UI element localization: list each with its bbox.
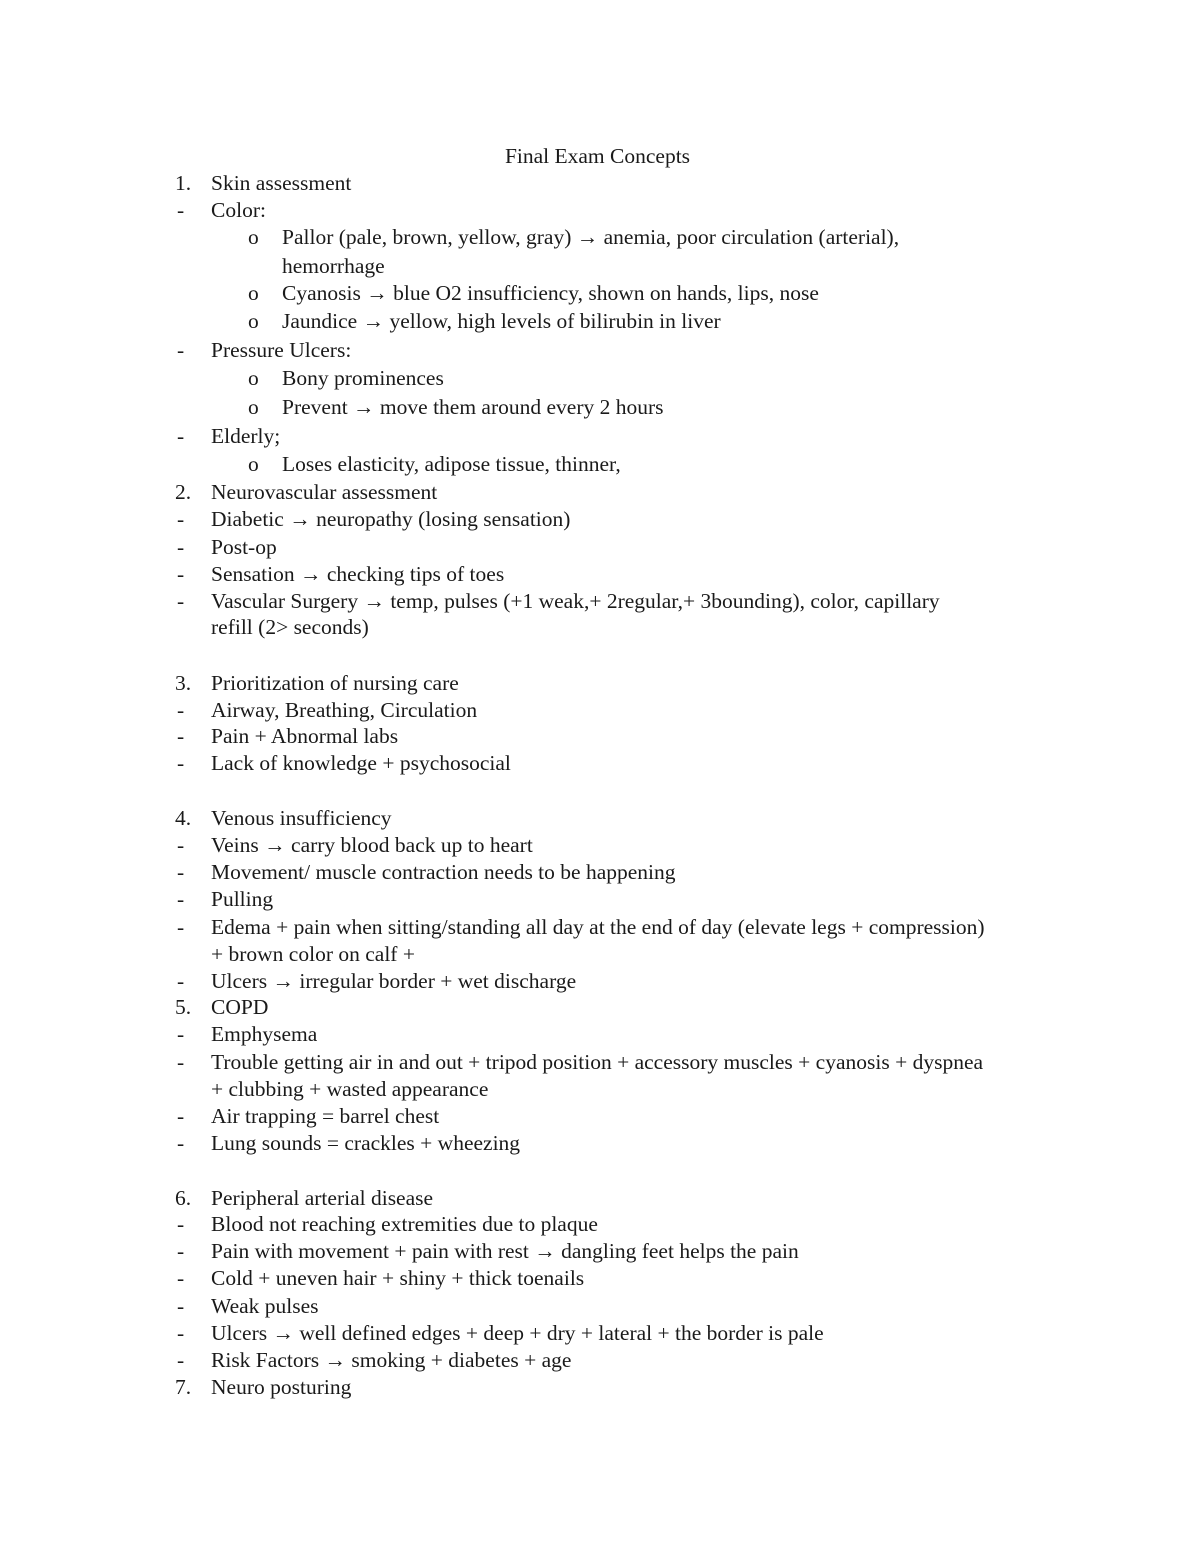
dash-bullet-marker: - <box>177 1212 185 1236</box>
dash-bullet-marker: - <box>177 562 185 586</box>
list-item: Emphysema <box>211 1022 318 1046</box>
list-item: Pain + Abnormal labs <box>211 724 399 748</box>
dash-bullet-marker: - <box>177 698 185 722</box>
list-number: 2. <box>175 480 192 504</box>
dash-bullet-marker: - <box>177 198 185 222</box>
list-item: Ulcers → well defined edges + deep + dry + lateral + the border is pale <box>211 1321 824 1345</box>
sub-list-item: hemorrhage <box>282 254 385 278</box>
list-item: Diabetic → neuropathy (losing sensation) <box>211 507 571 531</box>
dash-bullet-marker: - <box>177 424 185 448</box>
sub-bullet-marker: o <box>248 281 259 305</box>
dash-bullet-marker: - <box>177 833 185 857</box>
sub-list-item: Prevent → move them around every 2 hours <box>282 395 664 419</box>
list-item: Risk Factors → smoking + diabetes + age <box>211 1348 572 1372</box>
list-item: Post-op <box>211 535 277 559</box>
list-number: 6. <box>175 1186 192 1210</box>
list-item: Weak pulses <box>211 1294 319 1318</box>
dash-bullet-marker: - <box>177 860 185 884</box>
dash-bullet-marker: - <box>177 1050 185 1074</box>
sub-list-item: Cyanosis → blue O2 insufficiency, shown on hands, lips, nose <box>282 281 819 305</box>
list-item: refill (2> seconds) <box>211 615 369 639</box>
list-item: Pain with movement + pain with rest → dangling feet helps the pain <box>211 1239 799 1263</box>
list-item: Blood not reaching extremities due to plaque <box>211 1212 598 1236</box>
list-item: Airway, Breathing, Circulation <box>211 698 478 722</box>
document-title: Final Exam Concepts <box>504 144 691 168</box>
dash-bullet-marker: - <box>177 1131 185 1155</box>
list-item: Movement/ muscle contraction needs to be happening <box>211 860 676 884</box>
list-item: Ulcers → irregular border + wet discharge <box>211 969 577 993</box>
list-number: 3. <box>175 671 192 695</box>
dash-bullet-marker: - <box>177 507 185 531</box>
sub-bullet-marker: o <box>248 366 259 390</box>
list-item: Sensation → checking tips of toes <box>211 562 505 586</box>
sub-bullet-marker: o <box>248 225 259 249</box>
dash-bullet-marker: - <box>177 1239 185 1263</box>
list-item: Lung sounds = crackles + wheezing <box>211 1131 521 1155</box>
list-item: Air trapping = barrel chest <box>211 1104 440 1128</box>
dash-bullet-marker: - <box>177 1348 185 1372</box>
list-item: Pressure Ulcers: <box>211 338 352 362</box>
dash-bullet-marker: - <box>177 751 185 775</box>
list-item: + brown color on calf + <box>211 942 415 966</box>
sub-bullet-marker: o <box>248 395 259 419</box>
list-item: Venous insufficiency <box>211 806 392 830</box>
list-item: Skin assessment <box>211 171 352 195</box>
list-item: Neurovascular assessment <box>211 480 438 504</box>
list-item: Elderly; <box>211 424 281 448</box>
list-item: Peripheral arterial disease <box>211 1186 434 1210</box>
list-number: 1. <box>175 171 192 195</box>
sub-list-item: Loses elasticity, adipose tissue, thinner, <box>282 452 621 476</box>
list-item: Veins → carry blood back up to heart <box>211 833 533 857</box>
dash-bullet-marker: - <box>177 1104 185 1128</box>
sub-list-item: Jaundice → yellow, high levels of bilirubin in liver <box>282 309 721 333</box>
dash-bullet-marker: - <box>177 589 185 613</box>
dash-bullet-marker: - <box>177 969 185 993</box>
list-item: Prioritization of nursing care <box>211 671 459 695</box>
dash-bullet-marker: - <box>177 1266 185 1290</box>
dash-bullet-marker: - <box>177 887 185 911</box>
list-item: Pulling <box>211 887 274 911</box>
sub-list-item: Bony prominences <box>282 366 444 390</box>
list-item: Color: <box>211 198 266 222</box>
list-item: Vascular Surgery → temp, pulses (+1 weak,+ 2regular,+ 3bounding), color, capillary <box>211 589 940 613</box>
list-item: Edema + pain when sitting/standing all day at the end of day (elevate legs + compression) <box>211 915 985 939</box>
list-item: + clubbing + wasted appearance <box>211 1077 489 1101</box>
sub-bullet-marker: o <box>248 452 259 476</box>
list-number: 7. <box>175 1375 192 1399</box>
sub-list-item: Pallor (pale, brown, yellow, gray) → anemia, poor circulation (arterial), <box>282 225 900 249</box>
dash-bullet-marker: - <box>177 1022 185 1046</box>
dash-bullet-marker: - <box>177 535 185 559</box>
dash-bullet-marker: - <box>177 338 185 362</box>
list-number: 4. <box>175 806 192 830</box>
dash-bullet-marker: - <box>177 1294 185 1318</box>
list-item: Lack of knowledge + psychosocial <box>211 751 511 775</box>
dash-bullet-marker: - <box>177 915 185 939</box>
list-item: Cold + uneven hair + shiny + thick toenails <box>211 1266 585 1290</box>
list-item: Neuro posturing <box>211 1375 352 1399</box>
list-number: 5. <box>175 995 192 1019</box>
dash-bullet-marker: - <box>177 724 185 748</box>
list-item: Trouble getting air in and out + tripod position + accessory muscles + cyanosis + dyspnea <box>211 1050 984 1074</box>
list-item: COPD <box>211 995 269 1019</box>
sub-bullet-marker: o <box>248 309 259 333</box>
dash-bullet-marker: - <box>177 1321 185 1345</box>
